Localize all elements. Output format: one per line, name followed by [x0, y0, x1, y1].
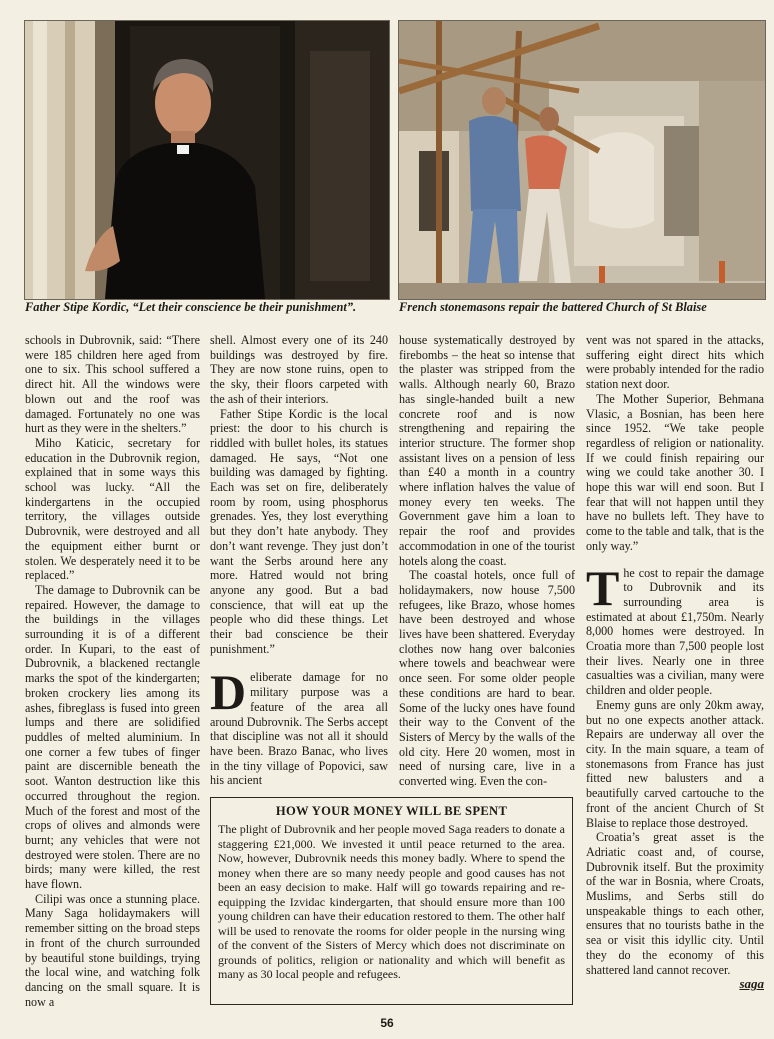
article-column-2 — [210, 333, 388, 793]
drop-cap-paragraph — [210, 664, 388, 788]
caption-stonemasons: French stonemasons repair the battered Church of St Blaise — [399, 300, 707, 314]
paragraph: Miho Katicic, secretary for education in the Dubrovnik region, explained that in some ways this school was lucky. “All the kindergartens in the occupied territory, the villages outside Dubrovnik, were destroyed and all the equipment either burnt or stolen. We desperately need it to be replaced.” — [25, 435, 200, 583]
caption-priest: Father Stipe Kordic, “Let their conscience be their punishment”. — [25, 300, 357, 314]
article-column-4 — [586, 333, 764, 1013]
paragraph: The damage to Dubrovnik can be repaired. However, the damage to the buildings in the villages surrounding it is of a different order. In Kupari, to the east of Dubrovnik, a blackened rectangle marks the spot of the kindergarten; broken crockery lies among its ashes, fibreglass is fused into green lumps and there are solidified puddles of melted aluminium. In one corner a few tubes of finger paint are discernible beneath the soot. Wanton destruction like this occurred throughout the region. Much of the forest and most of the crops of olives and almonds were burnt; any vehicles that were not destroyed were stolen. There are no birds; many were killed, the rest have flown. — [25, 582, 200, 892]
article-column-1 — [25, 333, 200, 1013]
closing-paragraph-text: Croatia’s great asset is the Adriatic coast and, of course, Dubrovnik itself. But the proximity of the war in Bosnia, where Croats, Muslims, and Serbs still do unspeakable things to each other, ensures that no tourists bathe in the sea or visit this idyllic city. Until they do the economy of this shattered land cannot recover. — [586, 830, 764, 977]
paragraph — [586, 830, 764, 992]
article-column-3 — [399, 333, 575, 793]
page-number: 56 — [380, 1016, 394, 1030]
stonemasons-photo-illustration — [399, 21, 765, 299]
paragraph: house systematically destroyed by firebombs – the heat so intense that the plaster was stripped from the walls. Although nearly 60, Brazo has single-handed built a new concrete roof and is now strengthening and repairing the interior structure. The former shop assistant lives on a pension of less than £40 a month in a country where inflation halves the value of money every ten weeks. The Government gave him a loan to repair the roof and provides accommodation in one of the tourist hotels along the coast. — [399, 333, 575, 568]
drop-cap-text: eliberate damage for no military purpose was a feature of the area all around Dubrovnik. The Serbs accept that discipline was not all it should have been. Brazo Banac, who lives in the tiny village of Popovici, saw his ancient — [210, 670, 388, 788]
paragraph: The coastal hotels, once full of holidaymakers, now house 7,500 refugees, like Brazo, whose homes have been destroyed and whose lives have been shattered. Everyday clothes now hang over balconies where towels and beachwear were once seen. For some older people these conditions are hard to bear. Some of the lucky ones have found their way to the Convent of the Sisters of Mercy by the walls of the old city. Here 20 women, most in need of nursing care, live in a converted wing. Even the con- — [399, 568, 575, 789]
drop-cap-letter: D — [210, 664, 247, 721]
photo-priest-at-church-door — [24, 20, 390, 300]
paragraph: vent was not spared in the attacks, suffering eight direct hits which were probably intended for the radio station next door. — [586, 333, 764, 392]
paragraph: Father Stipe Kordic is the local priest: the door to his church is riddled with bullet holes, its statues damaged. He says, “Not one building was damaged by fighting. Each was set on fire, deliberately room by room, using phosphorus grenades. Yes, they lost everything but they don’t hate anybody. They don’t want revenge. They just don’t want the Serbs around here any more. Hatred would not bring anyone any good. But a bad conscience, that will eat up the people who did these things. Let their bad conscience be their punishment.” — [210, 406, 388, 656]
drop-cap-text: he cost to repair the damage to Dubrovnik and its surrounding area is estimated at about £1,750m. Nearly 8,000 homes were destroyed. In Croatia more than 7,500 people lost their lives. Nearly one in three casualties was a civilian, many were children and older people. — [586, 565, 764, 698]
box-title: HOW YOUR MONEY WILL BE SPENT — [275, 804, 508, 818]
paragraph: shell. Almost every one of its 240 buildings was destroyed by fire. They are now stone ruins, open to the sky, their floors carpeted with the ash of their interiors. — [210, 333, 388, 406]
drop-cap-paragraph — [586, 559, 764, 698]
drop-cap-letter: T — [586, 559, 620, 616]
paragraph: Cilipi was once a stunning place. Many Saga holidaymakers will remember sitting on the broad steps in front of the church surrounded by beautiful stone buildings, trying the local wine, and watching folk dancing on the small square. It is now a — [25, 891, 200, 1009]
priest-photo-illustration — [25, 21, 389, 299]
paragraph: The Mother Superior, Behmana Vlasic, a Bosnian, has been here since 1952. “We take people regardless of religion or nationality. If we could finish repairing our wing we could take another 30. I hope this war will end soon. But I fear that will not happen until they have no bullets left. They have to come to the table and talk, that is the only way.” — [586, 391, 764, 553]
money-spent-box — [210, 797, 573, 1005]
paragraph: Enemy guns are only 20km away, but no one expects another attack. Repairs are underway all over the city. In the main square, a team of stonemasons from France has just fitted new balusters and a beautifully carved cartouche to the front of the ancient Church of St Blaise to replace those destroyed. — [586, 697, 764, 830]
paragraph: schools in Dubrovnik, said: “There were 185 children here aged from one to six. This school suffered a direct hit. All the windows were blown out and the roof was damaged. Fortunately no one was hurt as they were in the shelters.” — [25, 333, 200, 436]
box-body: The plight of Dubrovnik and her people moved Saga readers to donate a staggering £21,000. We invested it until peace returned to the area. Now, however, Dubrovnik needs this money badly. Where to spend the money when there are so many needy people and good causes has not been an easy decision to make. Half will go towards repairing and re-equipping the Izvidac kindergarten, that should ensure more than 100 young children can have their education restored to them. The other half will be used to renovate the rooms for older people in the nursing wing of the convent of the Sisters of Mercy which does not discriminate on grounds of politics, religion or nationality and which will benefit as many as 30 local people and refugees. — [218, 822, 565, 981]
saga-signoff: saga — [739, 976, 764, 992]
photo-stonemasons-church — [398, 20, 766, 300]
